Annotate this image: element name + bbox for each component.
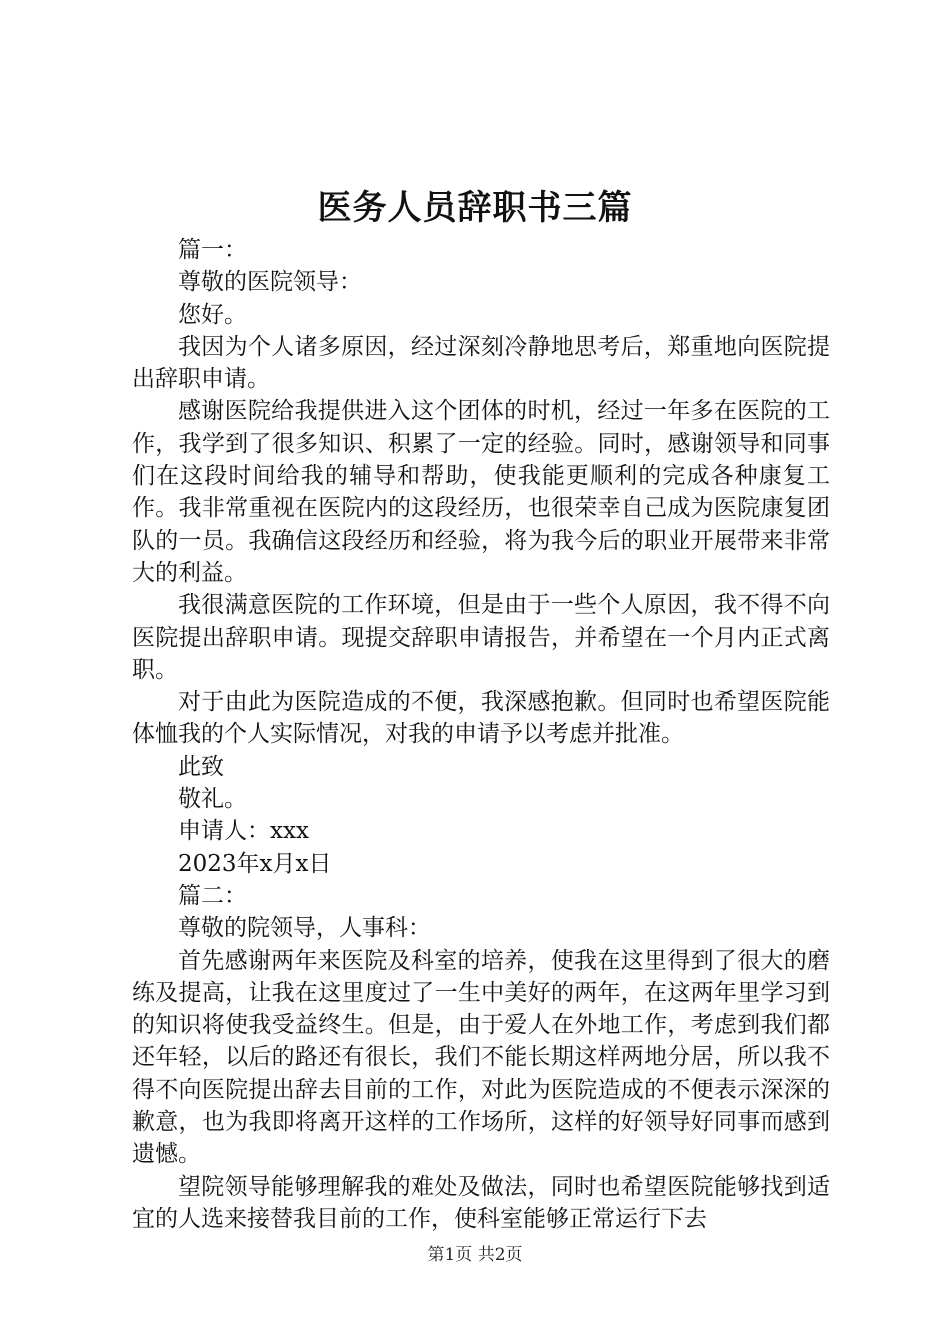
document-title: 医务人员辞职书三篇 bbox=[317, 188, 633, 228]
document-body bbox=[132, 234, 830, 1235]
applicant: 申请人：xxx bbox=[178, 818, 309, 845]
closing: 此致 bbox=[178, 753, 224, 780]
closing-regards: 敬礼。 bbox=[178, 786, 247, 813]
section-heading: 篇一： bbox=[178, 237, 247, 263]
paragraph: 我因为个人诸多原因，经过深刻冷静地思考后，郑重地向医院提出辞职申请。 bbox=[132, 333, 830, 393]
date: 2023年x月x日 bbox=[178, 850, 332, 877]
paragraph: 对于由此为医院造成的不便，我深感抱歉。但同时也希望医院能体恤我的个人实际情况，对我的申请予以考虑并批准。 bbox=[132, 689, 830, 748]
salutation: 尊敬的医院领导： bbox=[178, 269, 362, 296]
page-footer: 第1页 共2页 bbox=[427, 1245, 523, 1265]
salutation: 尊敬的院领导，人事科： bbox=[178, 915, 431, 942]
greeting: 您好。 bbox=[178, 301, 247, 328]
paragraph: 首先感谢两年来医院及科室的培养，使我在这里得到了很大的磨练及提高，让我在这里度过了一生中美好的两年，在这两年里学习到的知识将使我受益终生。但是，由于爱人在外地工作，考虑到我们都还年轻，以后的路还有很长，我们不能长期这样两地分居，所以我不得不向医院提出辞去目前的工作，对此为医院造成的不便表示深深的歉意，也为我即将离开这样的工作场所，这样的好领导好同事而感到遗憾。 bbox=[132, 947, 830, 1168]
paragraph: 望院领导能够理解我的难处及做法，同时也希望医院能够找到适宜的人选来接替我目前的工作，使科室能够正常运行下去 bbox=[132, 1173, 830, 1232]
paragraph: 感谢医院给我提供进入这个团体的时机，经过一年多在医院的工作，我学到了很多知识、积累了一定的经验。同时，感谢领导和同事们在这段时间给我的辅导和帮助，使我能更顺利的完成各种康复工作。我非常重视在医院内的这段经历，也很荣幸自己成为医院康复团队的一员。我确信这段经历和经验，将为我今后的职业开展带来非常大的利益。 bbox=[132, 398, 830, 586]
paragraph: 我很满意医院的工作环境，但是由于一些个人原因，我不得不向医院提出辞职申请。现提交辞职申请报告，并希望在一个月内正式离职。 bbox=[132, 592, 830, 683]
section-heading: 篇二： bbox=[178, 882, 247, 909]
